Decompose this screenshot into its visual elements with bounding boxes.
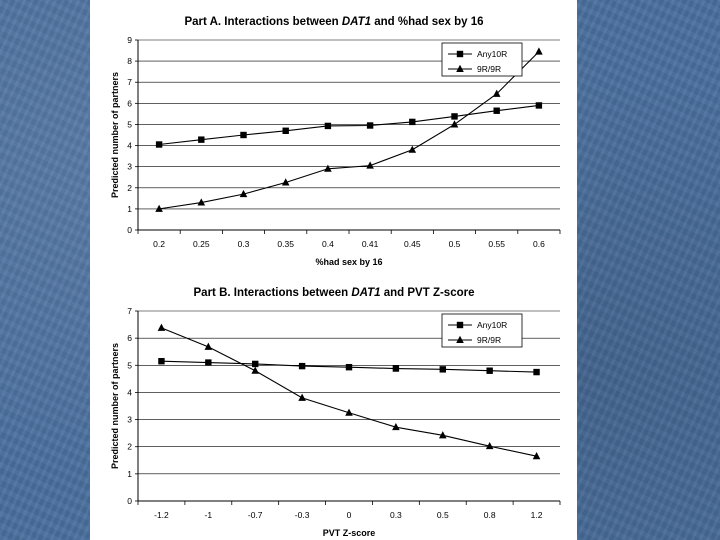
chart-b-x-tick-label: 0	[346, 510, 352, 520]
chart-b-y-tick-label: 6	[127, 333, 132, 344]
chart-a-y-tick-label: 8	[127, 56, 132, 67]
chart-b-point-2	[158, 324, 166, 331]
chart-a-point-1	[198, 136, 204, 142]
chart-b-point-1	[533, 369, 539, 375]
chart-a-x-tick-label: 0.45	[404, 239, 421, 249]
chart-b-point-1	[486, 368, 492, 374]
chart-a-y-axis-title: Predicted number of partners	[110, 71, 120, 199]
chart-a-legend-label-1: Any10R	[477, 49, 508, 59]
chart-b-point-1	[440, 366, 446, 372]
chart-a-title-suffix: and %had sex by 16	[371, 16, 484, 28]
chart-part-b	[90, 272, 577, 540]
chart-b-x-tick-label: -0.7	[247, 510, 263, 520]
chart-a-point-1	[240, 132, 246, 138]
chart-b-x-tick-label: 1.2	[530, 510, 543, 520]
chart-a-point-2	[535, 47, 543, 54]
chart-a-title-gene: DAT1	[341, 16, 372, 28]
chart-b-point-1	[252, 361, 258, 367]
chart-b-y-tick-label: 7	[127, 306, 132, 316]
chart-part-a	[90, 0, 577, 272]
chart-b-y-tick-label: 0	[127, 496, 132, 506]
chart-b-point-2	[298, 394, 306, 401]
chart-a-x-tick-label: 0.3	[237, 239, 250, 249]
chart-a-x-tick-label: 0.41	[361, 239, 379, 249]
chart-b-legend-label-2: 9R/9R	[477, 335, 502, 345]
chart-b-x-axis-title: PVT Z-score	[322, 528, 376, 538]
chart-a-point-1	[325, 123, 331, 129]
chart-a-point-2	[451, 120, 459, 127]
chart-b-y-axis-title: Predicted number of partners	[110, 342, 120, 470]
chart-a-y-tick-label: 4	[127, 140, 132, 151]
chart-b-title-gene: DAT1	[351, 287, 381, 299]
chart-a-point-2	[409, 146, 417, 153]
chart-a-point-1	[536, 102, 542, 108]
chart-a-legend-marker-1	[457, 51, 463, 57]
chart-b-legend-label-1: Any10R	[477, 320, 508, 330]
chart-a-title-prefix: Part A. Interactions between	[184, 16, 342, 28]
chart-a-point-1	[494, 108, 500, 114]
chart-a-point-1	[156, 141, 162, 147]
chart-b-title	[194, 287, 475, 299]
chart-a-point-1	[409, 119, 415, 125]
chart-a-x-tick-label: 0.55	[488, 239, 505, 249]
chart-a-y-tick-label: 1	[127, 203, 132, 214]
chart-b-x-tick-label: -1	[204, 510, 213, 520]
chart-a-y-tick-label: 3	[127, 161, 132, 172]
chart-a-legend-label-2: 9R/9R	[477, 64, 502, 74]
chart-a-x-tick-label: 0.2	[153, 239, 166, 249]
chart-a-y-tick-label: 5	[127, 119, 132, 130]
chart-b-title-prefix: Part B. Interactions between	[193, 287, 352, 299]
chart-b-y-tick-label: 2	[127, 441, 132, 452]
chart-b-legend-marker-1	[457, 322, 463, 328]
chart-a-y-tick-label: 7	[127, 77, 132, 88]
chart-a-x-tick-label: 0.4	[321, 239, 334, 249]
chart-a-y-tick-label: 6	[127, 98, 132, 109]
chart-a-series-line-1	[159, 105, 539, 144]
chart-b-x-tick-label: 0.8	[483, 510, 496, 520]
chart-b-x-tick-label: -1.2	[154, 510, 169, 520]
chart-a-y-tick-label: 0	[127, 225, 132, 235]
chart-b-point-1	[299, 363, 305, 369]
chart-a-y-tick-label: 9	[127, 35, 132, 45]
figure-panel	[90, 0, 577, 540]
chart-a-y-tick-label: 2	[127, 182, 132, 193]
chart-b-y-tick-label: 3	[127, 414, 132, 425]
chart-a-x-axis-title: %had sex by 16	[315, 257, 383, 267]
chart-b-point-1	[205, 359, 211, 365]
chart-a-title	[184, 16, 483, 28]
chart-a-x-tick-label: 0.35	[277, 239, 294, 249]
chart-a-x-tick-label: 0.25	[193, 239, 210, 249]
chart-a-point-1	[451, 113, 457, 119]
chart-b-point-1	[158, 358, 164, 364]
chart-a-x-tick-label: 0.6	[532, 239, 545, 249]
chart-a-point-1	[283, 128, 289, 134]
chart-b-x-tick-label: -0.3	[294, 510, 310, 520]
chart-a-point-1	[367, 122, 373, 128]
chart-b-point-1	[346, 364, 352, 370]
chart-b-point-1	[393, 365, 399, 371]
chart-b-x-tick-label: 0.3	[389, 510, 402, 520]
chart-b-point-2	[251, 367, 259, 374]
chart-a-x-tick-label: 0.5	[448, 239, 461, 249]
chart-b-y-tick-label: 4	[127, 387, 132, 398]
chart-b-title-suffix: and PVT Z-score	[380, 287, 475, 299]
chart-b-x-tick-label: 0.5	[436, 510, 449, 520]
chart-b-y-tick-label: 5	[127, 360, 132, 371]
chart-b-y-tick-label: 1	[127, 468, 132, 479]
